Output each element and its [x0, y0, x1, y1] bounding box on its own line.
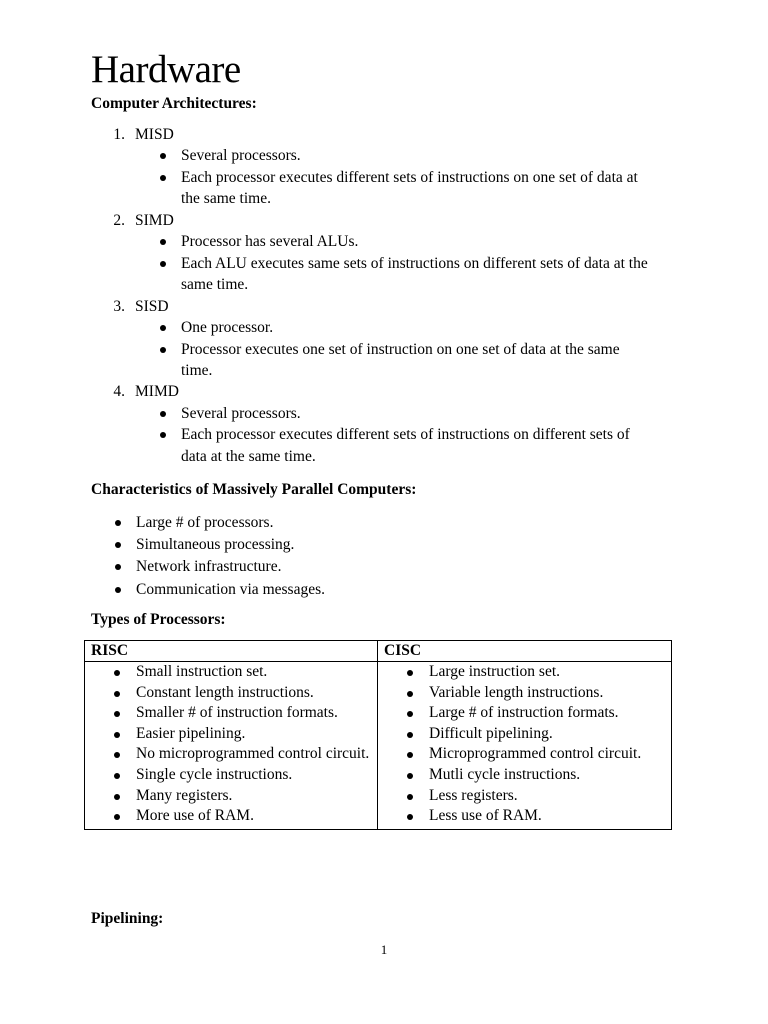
pipelining-heading: Pipelining: [91, 910, 164, 927]
list-item-text: Several processors. [181, 147, 301, 165]
list-item-text: time. [181, 361, 213, 379]
list-item [378, 765, 671, 786]
list-item-text: the same time. [181, 190, 271, 208]
list-item-text: Mutli cycle instructions. [429, 765, 581, 783]
list-item-text: Each processor executes different sets of instructions on different sets of [181, 426, 630, 444]
bullet-icon [114, 814, 120, 820]
bullet-icon [115, 542, 121, 548]
list-item [85, 683, 377, 704]
bullet-icon [160, 239, 166, 245]
list-item [378, 683, 671, 704]
list-item [378, 662, 671, 683]
list-item [85, 662, 377, 683]
list-number: 2. [113, 211, 125, 229]
bullet-icon [160, 411, 166, 417]
cisc-header: CISC [378, 641, 672, 662]
list-item [85, 703, 377, 724]
list-item-text: data at the same time. [181, 447, 316, 465]
list-item-text: Each ALU executes same sets of instructions on different sets of data at the [181, 254, 648, 272]
list-item: Large # of processors. [136, 514, 274, 531]
list-item: Communication via messages. [136, 580, 325, 598]
bullet-icon [160, 261, 166, 267]
list-item [85, 724, 377, 745]
architecture-name: MISD [135, 126, 174, 143]
bullet-icon [114, 732, 120, 738]
bullet-icon [160, 153, 166, 159]
bullet-icon [114, 670, 120, 676]
risc-header: RISC [85, 641, 378, 662]
parallel-heading: Characteristics of Massively Parallel Computers: [91, 481, 417, 498]
list-item [378, 786, 671, 807]
list-number: 3. [113, 297, 125, 315]
list-item-text: Many registers. [136, 786, 233, 804]
list-number: 1. [113, 126, 125, 143]
architecture-name: SISD [135, 297, 169, 315]
bullet-icon [407, 773, 413, 779]
list-item [85, 744, 377, 765]
table-header-row [85, 641, 672, 662]
list-item [85, 786, 377, 807]
computer-architectures-heading: Computer Architectures: [91, 95, 257, 112]
page-number: 1 [380, 942, 388, 957]
bullet-icon [115, 564, 121, 570]
list-item-text: Less registers. [429, 786, 518, 804]
list-item-text: Processor executes one set of instruction on one set of data at the same [181, 340, 620, 358]
processor-types-table [84, 640, 672, 830]
bullet-icon [407, 752, 413, 758]
list-item-text: same time. [181, 276, 249, 294]
architecture-name: SIMD [135, 211, 174, 229]
list-item-text: Smaller # of instruction formats. [136, 704, 338, 722]
bullet-icon [114, 752, 120, 758]
list-item-text: Several processors. [181, 404, 301, 422]
list-item-text: Large instruction set. [429, 663, 561, 680]
processor-types-heading: Types of Processors: [91, 611, 226, 628]
bullet-icon [407, 732, 413, 738]
bullet-icon [160, 432, 166, 438]
list-item [85, 765, 377, 786]
bullet-icon [114, 773, 120, 779]
cisc-cell [378, 662, 672, 830]
bullet-icon [115, 587, 121, 593]
risc-list [85, 662, 377, 829]
bullet-icon [115, 520, 121, 526]
architecture-name: MIMD [135, 383, 179, 401]
bullet-icon [407, 691, 413, 697]
risc-cell [85, 662, 378, 830]
bullet-icon [407, 814, 413, 820]
list-item-text: No microprogrammed control circuit. [136, 745, 370, 763]
list-item-text: Variable length instructions. [429, 683, 604, 701]
bullet-icon [160, 325, 166, 331]
list-number: 4. [113, 383, 125, 401]
list-item-text: Easier pipelining. [136, 724, 246, 742]
list-item-text: Large # of instruction formats. [429, 704, 619, 722]
list-item [378, 806, 671, 827]
bullet-icon [407, 794, 413, 800]
list-item [85, 806, 377, 827]
bullet-icon [114, 691, 120, 697]
list-item [378, 703, 671, 724]
list-item-text: Less use of RAM. [429, 807, 542, 825]
bullet-icon [407, 711, 413, 717]
list-item-text: One processor. [181, 319, 274, 337]
bullet-icon [160, 347, 166, 353]
list-item-text: Small instruction set. [136, 663, 268, 680]
bullet-icon [407, 670, 413, 676]
list-item-text: Difficult pipelining. [429, 724, 553, 742]
list-item-text: Each processor executes different sets of instructions on one set of data at [181, 168, 638, 186]
bullet-icon [160, 175, 166, 181]
bullet-icon [114, 794, 120, 800]
list-item-text: Processor has several ALUs. [181, 233, 359, 251]
page-title: Hardware [91, 48, 241, 91]
list-item [378, 724, 671, 745]
list-item-text: Constant length instructions. [136, 683, 314, 701]
list-item: Network infrastructure. [136, 558, 282, 576]
list-item-text: Single cycle instructions. [136, 765, 293, 783]
list-item [378, 744, 671, 765]
list-item-text: More use of RAM. [136, 807, 254, 825]
list-item-text: Microprogrammed control circuit. [429, 745, 642, 763]
table-row [85, 662, 672, 830]
list-item: Simultaneous processing. [136, 536, 295, 554]
cisc-list [378, 662, 671, 829]
bullet-icon [114, 711, 120, 717]
